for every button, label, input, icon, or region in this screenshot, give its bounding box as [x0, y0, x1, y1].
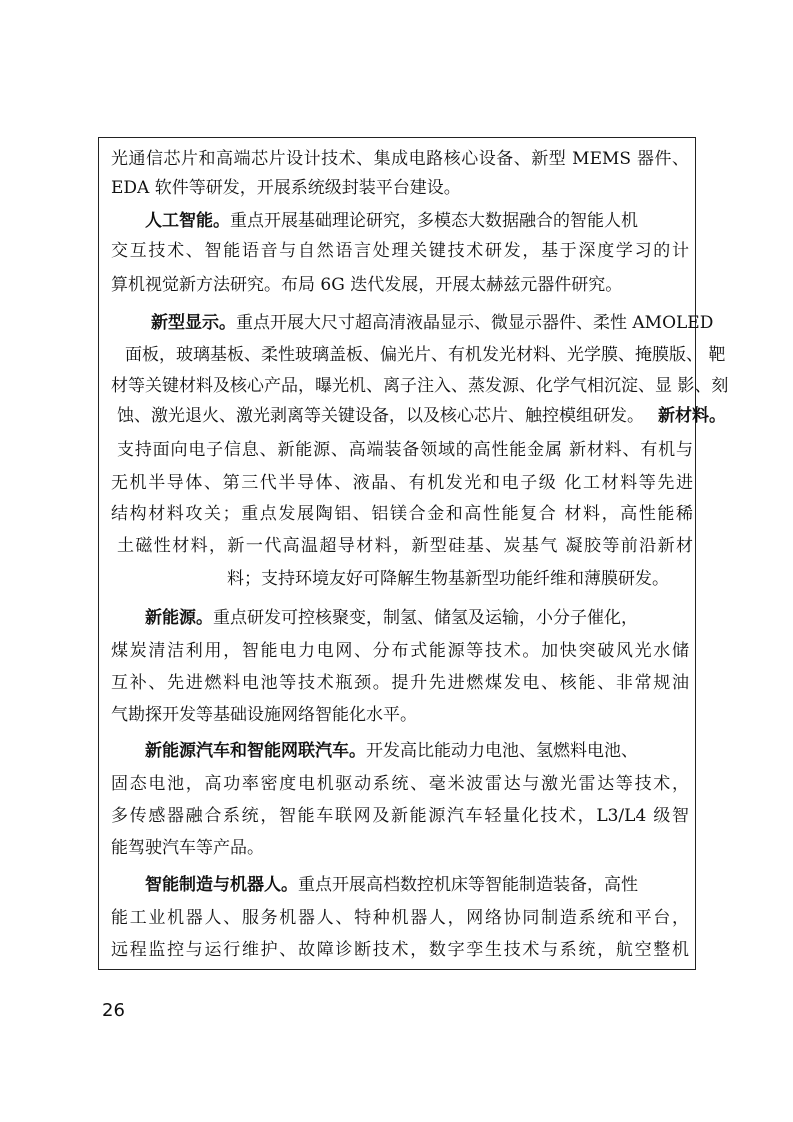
paragraph-display: [99, 313, 714, 333]
text-line: 能工业机器人、服务机器人、特种机器人，网络协同制造系统和平台，: [111, 908, 689, 928]
text-line: 材等关键材料及核心产品，曝光机、离子注入、蒸发源、化学气相沉淀、显 影、刻: [111, 376, 729, 396]
text-line: 交互技术、智能语音与自然语言处理关键技术研发，基于深度学习的计: [111, 241, 689, 261]
text-line: 开发高比能动力电池、氢燃料电池、: [366, 741, 638, 761]
heading-ai: 人工智能。: [145, 211, 230, 231]
heading-nev: 新能源汽车和智能网联汽车。: [145, 741, 366, 761]
text-line: 固态电池，高功率密度电机驱动系统、毫米波雷达与激光雷达等技术，: [111, 774, 689, 794]
text-line: 远程监控与运行维护、故障诊断技术，数字孪生技术与系统，航空整机: [111, 940, 689, 960]
text-line: 土磁性材料，新一代高温超导材料，新型硅基、炭基气 凝胶等前沿新材: [117, 536, 693, 556]
text-line: 重点开展基础理论研究，多模态大数据融合的智能人机: [230, 211, 638, 231]
text-line: 重点研发可控核聚变，制氢、储氢及运输，小分子催化，: [213, 608, 638, 628]
text-line: 无机半导体、第三代半导体、液晶、有机发光和电子级 化工材料等先进: [111, 473, 693, 493]
heading-manufacturing: 智能制造与机器人。: [145, 875, 298, 895]
text-line: 互补、先进燃料电池等技术瓶颈。提升先进燃煤发电、核能、非常规油: [111, 673, 689, 693]
paragraph-ai: [111, 211, 689, 231]
heading-energy: 新能源。: [145, 608, 213, 628]
text-line: 光通信芯片和高端芯片设计技术、集成电路核心设备、新型 MEMS 器件、: [111, 149, 689, 169]
text-line: 结构材料攻关；重点发展陶铝、铝镁合金和高性能复合 材料，高性能稀: [111, 504, 693, 524]
text-line: 煤炭清洁利用，智能电力电网、分布式能源等技术。加快突破风光水储: [111, 641, 689, 661]
page-number: 26: [102, 1000, 125, 1021]
text-line: EDA 软件等研发，开展系统级封装平台建设。: [111, 178, 461, 198]
content-frame: [98, 137, 729, 970]
paragraph-material-start: [117, 406, 726, 426]
paragraph-energy: [111, 608, 689, 628]
text-line: 蚀、激光退火、激光剥离等关键设备，以及核心芯片、触控模组研发。: [117, 406, 644, 426]
paragraph-nev: [111, 741, 689, 761]
text-line: 能驾驶汽车等产品。: [111, 838, 264, 858]
text-line: 支持面向电子信息、新能源、高端装备领域的高性能金属 新材料、有机与: [117, 440, 693, 460]
text-line: 重点开展大尺寸超高清液晶显示、微显示器件、柔性 AMOLED: [236, 313, 714, 333]
text-line: 料；支持环境友好可降解生物基新型功能纤维和薄膜研发。: [227, 569, 669, 589]
heading-material: 新材料。: [658, 406, 726, 426]
text-line: 面板，玻璃基板、柔性玻璃盖板、偏光片、有机发光材料、光学膜、掩膜版、 靶: [125, 345, 726, 365]
heading-display: 新型显示。: [151, 313, 236, 333]
text-line: 算机视觉新方法研究。布局 6G 迭代发展，开展太赫兹元器件研究。: [111, 275, 623, 295]
paragraph-manufacturing: [111, 875, 689, 895]
text-line: 气勘探开发等基础设施网络智能化水平。: [111, 705, 417, 725]
text-line: 多传感器融合系统，智能车联网及新能源汽车轻量化技术，L3/L4 级智: [111, 806, 689, 826]
text-line: 重点开展高档数控机床等智能制造装备，高性: [298, 875, 638, 895]
